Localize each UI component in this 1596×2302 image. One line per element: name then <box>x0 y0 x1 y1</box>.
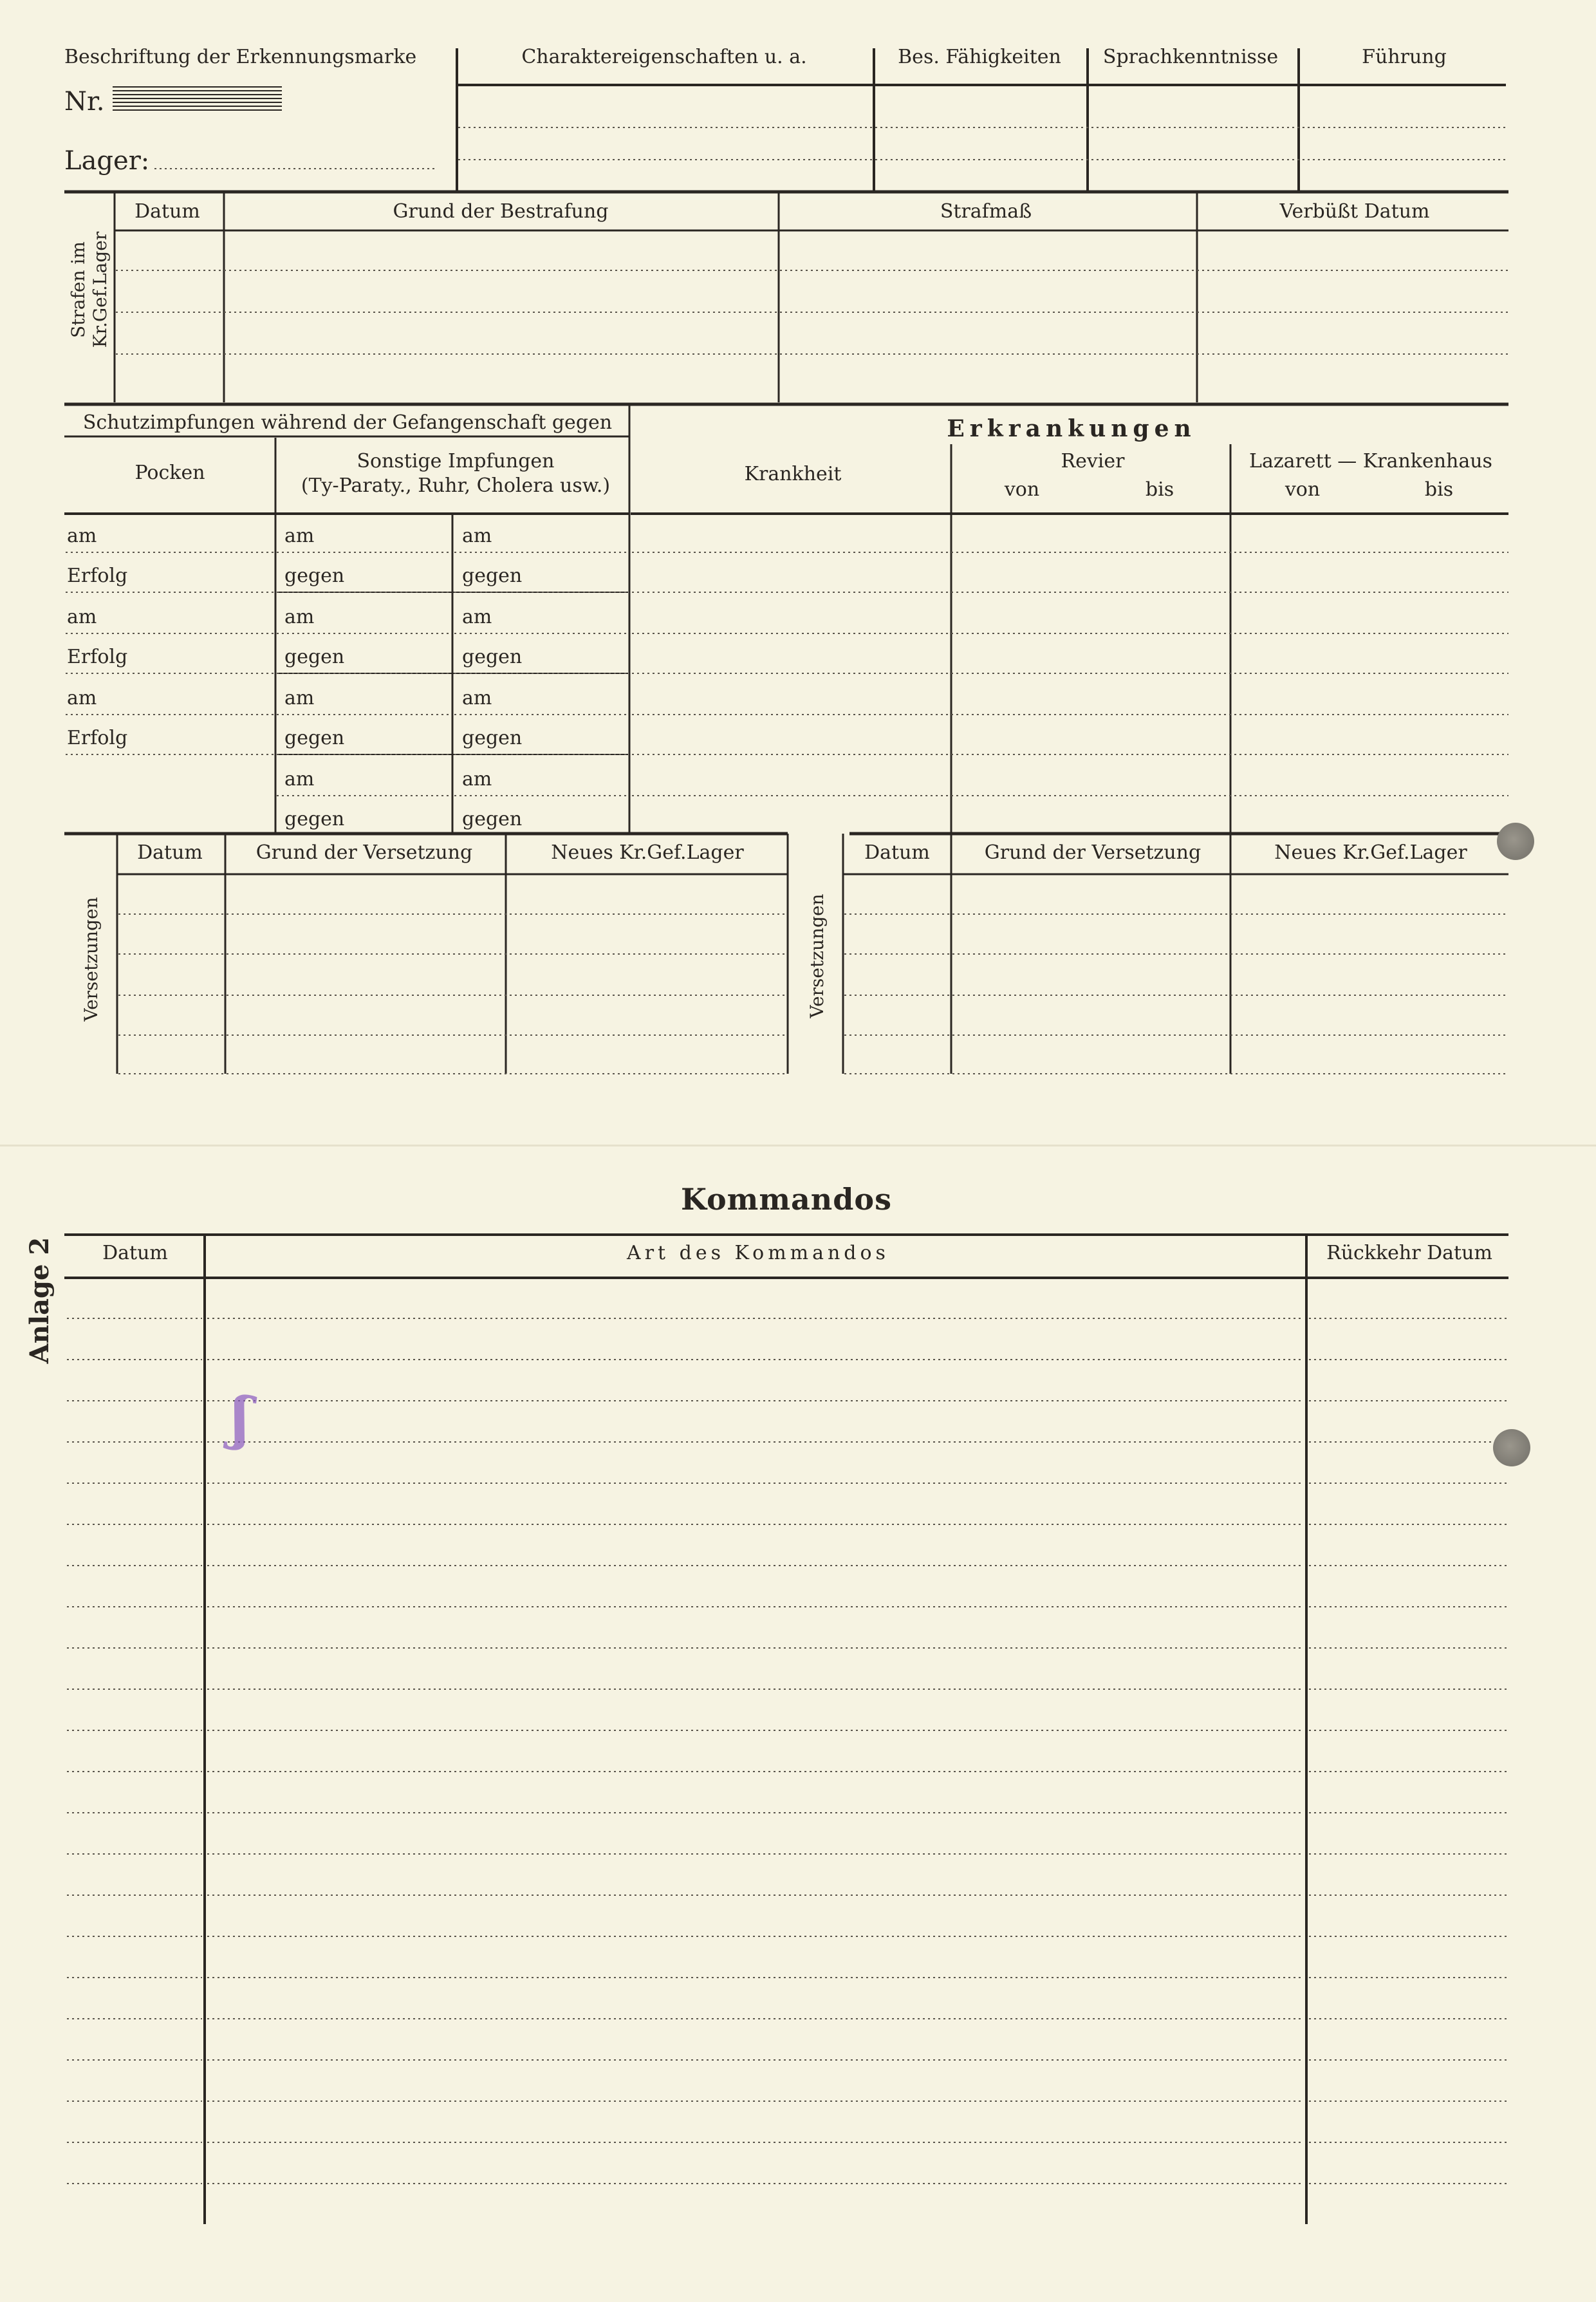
revier-bis: bis <box>1145 478 1174 501</box>
kommandos-header-rueckkehr: Rückkehr Datum <box>1326 1242 1492 1264</box>
sonstige-row-b: am <box>462 606 492 628</box>
versetzungen-left-header-lager: Neues Kr.Gef.Lager <box>551 841 744 864</box>
strafen-header-strafmass: Strafmaß <box>940 200 1032 223</box>
pocken-row-erfolg: Erfolg <box>67 565 128 587</box>
lazarett-von: von <box>1285 478 1321 501</box>
versetzungen-left-header-grund: Grund der Versetzung <box>255 841 473 864</box>
anlage-label: Anlage 2 <box>24 1237 55 1364</box>
strafen-header-datum: Datum <box>135 200 200 223</box>
sonstige-row-a: am <box>284 687 315 709</box>
sonstige-row-a: gegen <box>284 565 345 587</box>
versetzungen-right-header-lager: Neues Kr.Gef.Lager <box>1274 841 1467 864</box>
strafen-side-label-1: Strafen im <box>68 241 89 338</box>
faint-ink-stamp: ʃ <box>227 1383 256 1454</box>
faehigkeiten-header: Bes. Fähigkeiten <box>898 46 1061 68</box>
versetzungen-right-header-datum: Datum <box>864 841 930 864</box>
strafen-header-grund: Grund der Bestrafung <box>393 200 609 223</box>
sonstige-header-2: (Ty-Paraty., Ruhr, Cholera usw.) <box>301 474 611 497</box>
sonstige-row-a: am <box>284 525 315 547</box>
fold-crease <box>0 1145 1596 1146</box>
sonstige-row-a: am <box>284 606 315 628</box>
sonstige-row-a: am <box>284 768 315 791</box>
sonstige-row-b: gegen <box>462 565 523 587</box>
pocken-row-erfolg: Erfolg <box>67 727 128 749</box>
pocken-row-am: am <box>67 687 97 709</box>
versetzungen-right-header-grund: Grund der Versetzung <box>984 841 1202 864</box>
krankheit-header: Krankheit <box>744 463 842 485</box>
revier-von: von <box>1004 478 1040 501</box>
punch-hole <box>1493 1429 1530 1466</box>
lager-label: Lager: <box>64 146 150 176</box>
pocken-header: Pocken <box>135 462 205 484</box>
strafen-header-verbuesst: Verbüßt Datum <box>1279 200 1430 223</box>
versetzungen-side-label-left: Versetzungen <box>80 897 102 1022</box>
pocken-row-am: am <box>67 606 97 628</box>
sonstige-row-b: am <box>462 525 492 547</box>
sonstige-row-b: gegen <box>462 727 523 749</box>
kommandos-header-art: Art des Kommandos <box>627 1242 889 1264</box>
kommandos-title: Kommandos <box>681 1182 892 1217</box>
versetzungen-side-label-right: Versetzungen <box>806 894 828 1018</box>
versetzungen-left-header-datum: Datum <box>137 841 203 864</box>
lazarett-header: Lazarett — Krankenhaus <box>1249 450 1492 473</box>
sonstige-row-b: am <box>462 768 492 791</box>
kommandos-header-datum: Datum <box>102 1242 168 1264</box>
erkrankungen-title: Erkrankungen <box>947 415 1196 442</box>
sprach-header: Sprachkenntnisse <box>1102 46 1279 68</box>
strafen-side-label-2: Kr.Gef.Lager <box>89 231 111 348</box>
nr-label: Nr. <box>64 87 105 117</box>
sonstige-row-b: gegen <box>462 646 523 668</box>
pocken-row-erfolg: Erfolg <box>67 646 128 668</box>
sonstige-row-a: gegen <box>284 646 345 668</box>
sonstige-row-a: gegen <box>284 808 345 830</box>
sonstige-row-b: am <box>462 687 492 709</box>
sonstige-header-1: Sonstige Impfungen <box>357 450 555 473</box>
fuehrung-header: Führung <box>1362 46 1447 68</box>
lazarett-bis: bis <box>1424 478 1454 501</box>
impfungen-title: Schutzimpfungen während der Gefangenschaft gegen <box>82 411 613 434</box>
sonstige-row-a: gegen <box>284 727 345 749</box>
charakter-header: Charaktereigenschaften u. a. <box>521 46 807 68</box>
pocken-row-am: am <box>67 525 97 547</box>
punch-hole <box>1497 823 1534 860</box>
revier-header: Revier <box>1061 450 1125 473</box>
erkennungsmarke-label: Beschriftung der Erkennungsmarke <box>64 46 417 68</box>
sonstige-row-b: gegen <box>462 808 523 830</box>
